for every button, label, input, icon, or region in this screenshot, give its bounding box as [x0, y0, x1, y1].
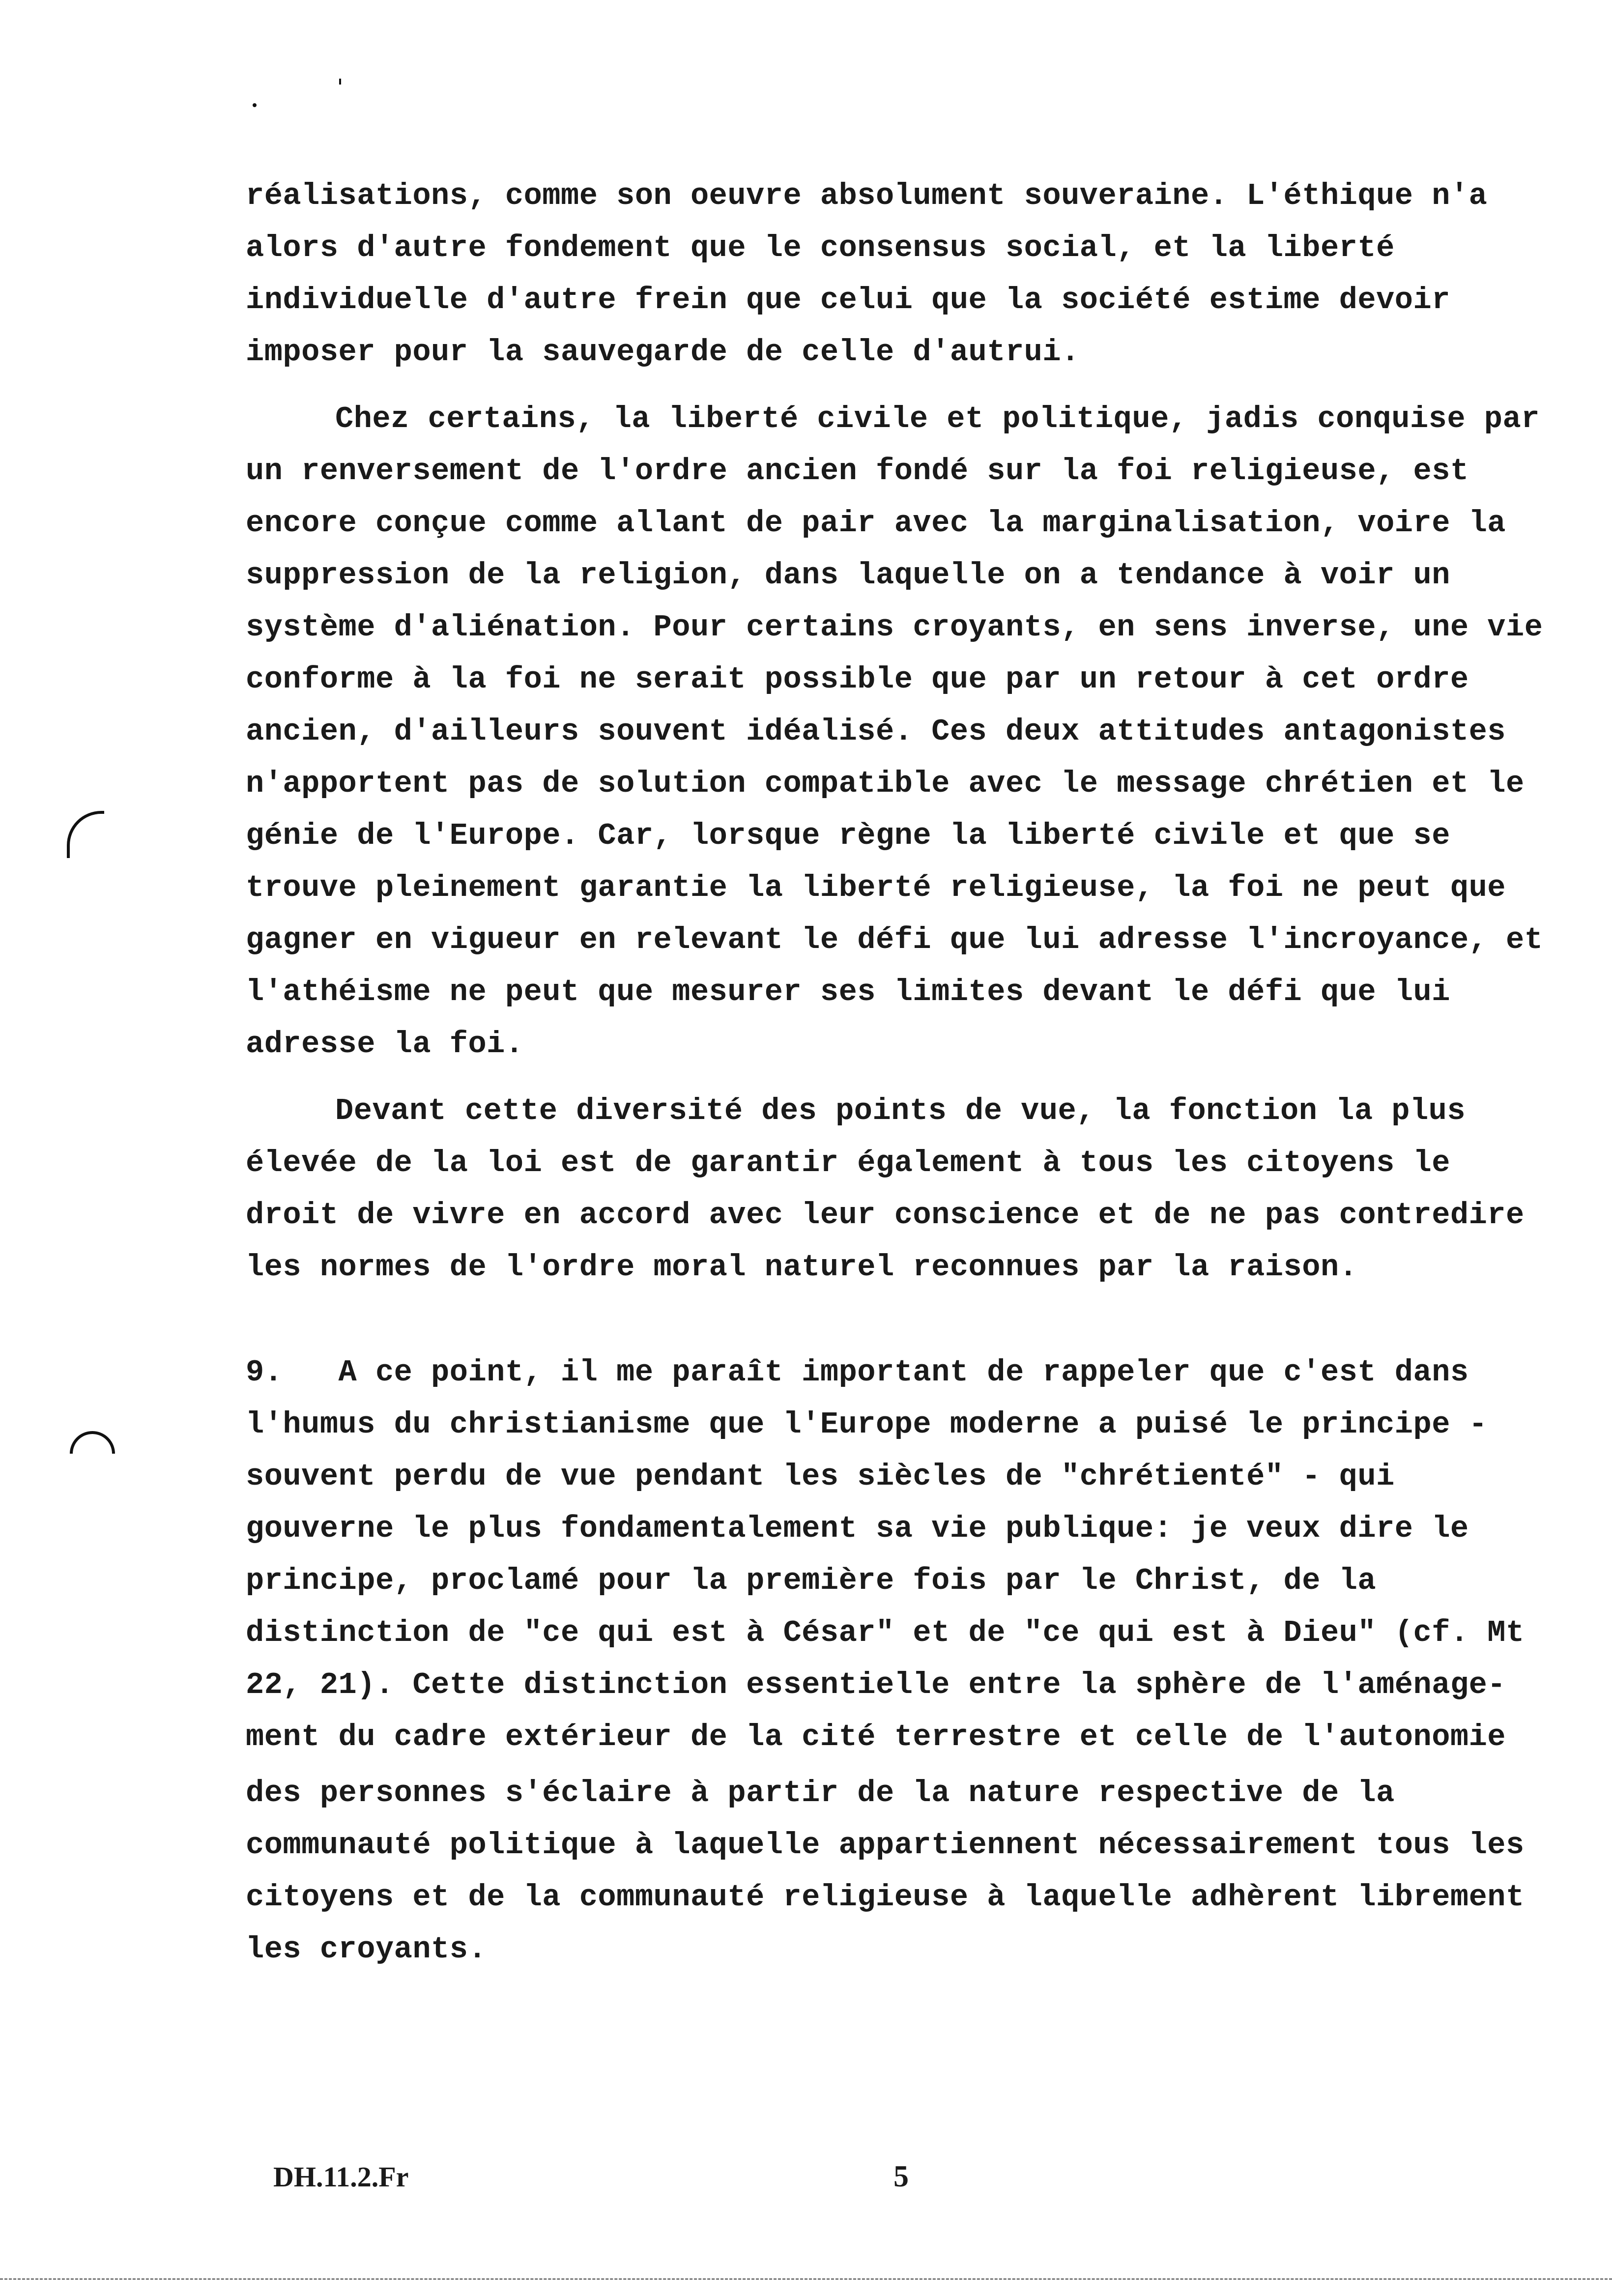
text-line: n'apportent pas de solution compatible avec le message chrétien et le [246, 766, 1525, 801]
text-line: alors d'autre fondement que le consensus social, et la liberté [246, 230, 1395, 265]
margin-arc-mark [70, 1431, 115, 1454]
text-line: génie de l'Europe. Car, lorsque règne la liberté civile et que se [246, 818, 1450, 853]
scan-bottom-edge [0, 2278, 1612, 2282]
text-line: encore conçue comme allant de pair avec la marginalisation, voire la [246, 506, 1506, 541]
scan-speck-mark [253, 103, 257, 107]
text-line: un renversement de l'ordre ancien fondé sur la foi religieuse, est [246, 454, 1469, 488]
page-number: 5 [893, 2160, 909, 2193]
text-line: droit de vivre en accord avec leur conscience et de ne pas contredire [246, 1198, 1525, 1233]
text-line: principe, proclamé pour la première fois par le Christ, de la [246, 1563, 1377, 1598]
text-line: souvent perdu de vue pendant les siècles de "chrétienté" - qui [246, 1459, 1395, 1494]
text-line: les normes de l'ordre moral naturel reconnues par la raison. [246, 1250, 1358, 1285]
text-line: Chez certains, la liberté civile et politique, jadis conquise par [335, 402, 1540, 436]
text-line: individuelle d'autre frein que celui que la société estime devoir [246, 283, 1450, 317]
text-line: Devant cette diversité des points de vue, la fonction la plus [335, 1093, 1466, 1128]
text-line: élevée de la loi est de garantir également à tous les citoyens le [246, 1146, 1450, 1180]
text-line: adresse la foi. [246, 1027, 524, 1062]
text-line: distinction de "ce qui est à César" et de "ce qui est à Dieu" (cf. Mt [246, 1615, 1525, 1650]
text-line: 9. A ce point, il me paraît important de rappeler que c'est dans [246, 1355, 1469, 1390]
text-line: citoyens et de la communauté religieuse à laquelle adhèrent librement [246, 1880, 1525, 1915]
text-line: ment du cadre extérieur de la cité terrestre et celle de l'autonomie [246, 1720, 1506, 1754]
document-code: DH.11.2.Fr [273, 2161, 409, 2193]
text-line: 22, 21). Cette distinction essentielle entre la sphère de l'aménage- [246, 1667, 1506, 1702]
text-line: conforme à la foi ne serait possible que par un retour à cet ordre [246, 662, 1469, 697]
text-line: réalisations, comme son oeuvre absolument souveraine. L'éthique n'a [246, 178, 1488, 213]
text-line: gagner en vigueur en relevant le défi que lui adresse l'incroyance, et [246, 922, 1543, 957]
text-line: l'humus du christianisme que l'Europe moderne a puisé le principe - [246, 1407, 1488, 1442]
text-line: des personnes s'éclaire à partir de la nature respective de la [246, 1776, 1395, 1810]
scan-speck-mark [339, 79, 341, 85]
text-line: suppression de la religion, dans laquelle on a tendance à voir un [246, 558, 1450, 593]
text-line: système d'aliénation. Pour certains croyants, en sens inverse, une vie [246, 610, 1543, 645]
text-line: gouverne le plus fondamentalement sa vie publique: je veux dire le [246, 1511, 1469, 1546]
text-line: communauté politique à laquelle appartiennent nécessairement tous les [246, 1828, 1525, 1863]
text-line: les croyants. [246, 1932, 487, 1967]
text-line: trouve pleinement garantie la liberté religieuse, la foi ne peut que [246, 870, 1506, 905]
margin-bracket-mark [67, 811, 104, 858]
text-line: imposer pour la sauvegarde de celle d'autrui. [246, 335, 1080, 370]
text-line: ancien, d'ailleurs souvent idéalisé. Ces deux attitudes antagonistes [246, 714, 1506, 749]
text-line: l'athéisme ne peut que mesurer ses limites devant le défi que lui [246, 975, 1450, 1009]
